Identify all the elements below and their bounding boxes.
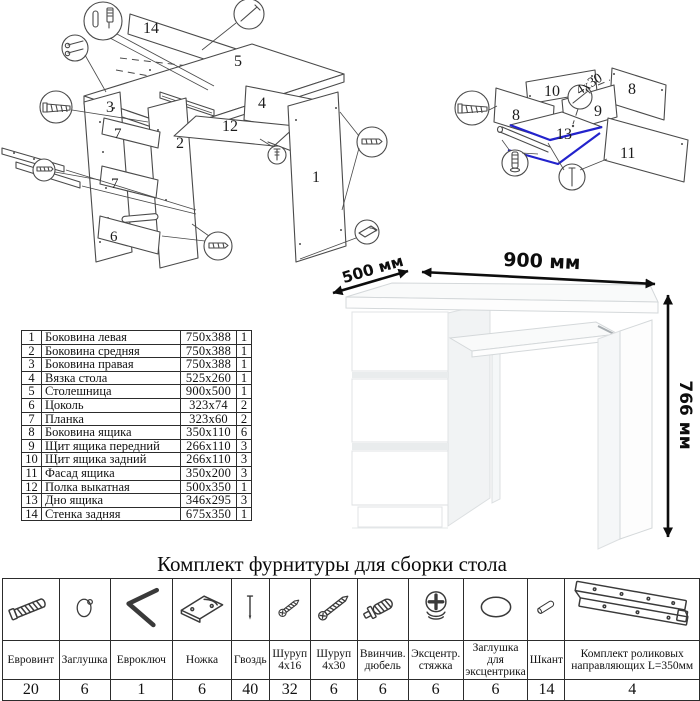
screw-size-note: 4x30	[573, 70, 606, 99]
part-label: 7	[111, 176, 119, 192]
part-size: 525x260	[181, 371, 237, 385]
drawer-front-1	[352, 312, 448, 371]
part-name: Фасад ящика	[42, 466, 181, 480]
part-label: 4	[258, 95, 266, 112]
part-name: Боковина правая	[42, 358, 181, 372]
drawer-front-2	[352, 379, 448, 442]
part-name: Цоколь	[42, 398, 181, 412]
dowel-icon	[528, 579, 565, 641]
part-qty: 1	[237, 344, 252, 358]
screw-dowel-icon	[357, 579, 408, 641]
parts-table-row	[22, 358, 252, 372]
part-name: Стенка задняя	[42, 507, 181, 521]
parts-table-row	[22, 480, 252, 494]
exploded-drawer-diagram	[440, 40, 700, 260]
hardware-item-qty: 6	[463, 680, 528, 701]
part-label: 14	[143, 20, 159, 37]
cam-lock-icon	[408, 579, 463, 641]
parts-table-body	[22, 331, 252, 521]
part-number: 8	[22, 426, 42, 440]
drawer-gap	[352, 372, 448, 378]
parts-table-row	[22, 344, 252, 358]
parts-table-row	[22, 507, 252, 521]
callout-screws	[62, 35, 106, 92]
part-size: 750x388	[181, 358, 237, 372]
hardware-item-qty: 1	[110, 680, 173, 701]
euro-screw-icon	[3, 579, 60, 641]
part-number: 6	[22, 398, 42, 412]
nail-icon	[231, 579, 269, 641]
hardware-item-name: Гвоздь	[231, 641, 269, 680]
parts-table-row	[22, 426, 252, 440]
assembled-desk-figure	[318, 243, 700, 555]
part-number: 14	[22, 507, 42, 521]
part-size: 350x110	[181, 426, 237, 440]
part-number: 1	[22, 331, 42, 345]
cam-cap-icon	[463, 579, 528, 641]
part-size: 266x110	[181, 439, 237, 453]
dim-label-height: 766 мм	[675, 380, 695, 450]
part-qty: 1	[237, 385, 252, 399]
hardware-item-name: Заглушка для эксцентрика	[463, 641, 528, 680]
part-qty: 6	[237, 426, 252, 440]
drawer-facade	[604, 118, 688, 182]
callout-nail	[202, 0, 264, 50]
part-number: 3	[22, 358, 42, 372]
parts-table-row	[22, 453, 252, 467]
hardware-item-qty: 6	[173, 680, 232, 701]
hardware-item-name: Шкант	[528, 641, 565, 680]
part-label: 6	[110, 229, 118, 245]
drawer-side-right	[610, 68, 666, 120]
part-size: 750x388	[181, 331, 237, 345]
right-panel-outer	[620, 320, 652, 539]
part-label: 12	[222, 118, 238, 135]
part-name: Столешница	[42, 385, 181, 399]
part-qty: 2	[237, 398, 252, 412]
hardware-item-qty: 14	[528, 680, 565, 701]
hardware-kit-title: Комплект фурнитуры для сборки стола	[157, 552, 507, 576]
parts-table-row	[22, 331, 252, 345]
part-number: 11	[22, 466, 42, 480]
part-name: Боковина левая	[42, 331, 181, 345]
part-size: 675x350	[181, 507, 237, 521]
hardware-item-qty: 6	[357, 680, 408, 701]
hardware-item-name: Заглушка	[59, 641, 110, 680]
hardware-item-name: Ввинчив. дюбель	[357, 641, 408, 680]
part-number: 4	[22, 371, 42, 385]
part-qty: 1	[237, 371, 252, 385]
part-name: Дно ящика	[42, 494, 181, 508]
part-name: Вязка стола	[42, 371, 181, 385]
cap-icon	[59, 579, 110, 641]
plinth	[358, 507, 442, 527]
foot-icon	[173, 579, 232, 641]
part-qty: 1	[237, 358, 252, 372]
part-name: Боковина средняя	[42, 344, 181, 358]
screw-short-icon	[269, 579, 310, 641]
part-number: 12	[22, 480, 42, 494]
hardware-qty-row	[3, 680, 700, 701]
part-qty: 3	[237, 466, 252, 480]
part-size: 266x110	[181, 453, 237, 467]
hardware-item-name: Евровинт	[3, 641, 60, 680]
callout-euro-screw-4	[340, 112, 387, 210]
part-label: 3	[106, 99, 114, 116]
hardware-item-name: Эксцентр. стяжка	[408, 641, 463, 680]
part-label: 11	[620, 145, 636, 162]
parts-table-row	[22, 371, 252, 385]
hardware-item-name: Комплект роликовых направляющих L=350мм	[565, 641, 700, 680]
hardware-item-qty: 6	[59, 680, 110, 701]
part-size: 500x350	[181, 480, 237, 494]
part-label: 10	[544, 83, 560, 100]
hardware-kit-table	[2, 578, 700, 701]
part-label: 8	[512, 107, 520, 124]
part-size: 750x388	[181, 344, 237, 358]
part-name: Полка выкатная	[42, 480, 181, 494]
parts-table-row	[22, 466, 252, 480]
hardware-item-qty: 20	[3, 680, 60, 701]
part-label: 5	[234, 53, 242, 70]
part-size: 323x60	[181, 412, 237, 426]
drawer-gap	[352, 443, 448, 450]
part-size: 323x74	[181, 398, 237, 412]
part-qty: 1	[237, 507, 252, 521]
dim-label-depth: 500 мм	[339, 251, 406, 288]
part-qty: 3	[237, 494, 252, 508]
parts-table-row	[22, 398, 252, 412]
screw-long-icon	[310, 579, 357, 641]
parts-table-row	[22, 494, 252, 508]
part-qty: 1	[237, 331, 252, 345]
parts-table-row	[22, 385, 252, 399]
part-label: 13	[556, 126, 572, 143]
hardware-item-name: Шуруп 4x30	[310, 641, 357, 680]
part-number: 7	[22, 412, 42, 426]
drawer-front-3	[352, 451, 448, 505]
dim-arrow-width	[422, 272, 655, 284]
hardware-item-qty: 32	[269, 680, 310, 701]
parts-table-row	[22, 439, 252, 453]
part-name: Щит ящика задний	[42, 453, 181, 467]
hardware-item-name: Шуруп 4x16	[269, 641, 310, 680]
hardware-item-qty: 6	[310, 680, 357, 701]
hex-key-icon	[110, 579, 173, 641]
part-number: 2	[22, 344, 42, 358]
part-label: 9	[594, 103, 602, 120]
part-label: 8	[628, 81, 636, 98]
hardware-item-qty: 6	[408, 680, 463, 701]
hardware-item-name: Ножка	[173, 641, 232, 680]
part-qty: 1	[237, 480, 252, 494]
callout-euro-screw	[455, 91, 497, 125]
part-name: Планка	[42, 412, 181, 426]
part-label: 7	[114, 126, 122, 142]
back-support	[492, 352, 500, 503]
hardware-item-name: Евроключ	[110, 641, 173, 680]
part-name: Боковина ящика	[42, 426, 181, 440]
hardware-item-qty: 40	[231, 680, 269, 701]
hardware-icons-row	[3, 579, 700, 641]
part-qty: 3	[237, 453, 252, 467]
part-size: 346x295	[181, 494, 237, 508]
part-number: 5	[22, 385, 42, 399]
part-label: 1	[312, 169, 320, 186]
parts-list-table	[21, 330, 252, 521]
part-label: 2	[176, 135, 184, 152]
part-name: Щит ящика передний	[42, 439, 181, 453]
part-qty: 3	[237, 439, 252, 453]
rail-icon	[565, 579, 700, 641]
dim-label-width: 900 мм	[502, 248, 581, 275]
part-qty: 2	[237, 412, 252, 426]
parts-table-row	[22, 412, 252, 426]
part-size: 900x500	[181, 385, 237, 399]
part-number: 9	[22, 439, 42, 453]
right-panel-inner	[598, 331, 620, 549]
part-number: 10	[22, 453, 42, 467]
part-size: 350x200	[181, 466, 237, 480]
part-number: 13	[22, 494, 42, 508]
hardware-item-qty: 4	[565, 680, 700, 701]
hardware-names-row	[3, 641, 700, 680]
